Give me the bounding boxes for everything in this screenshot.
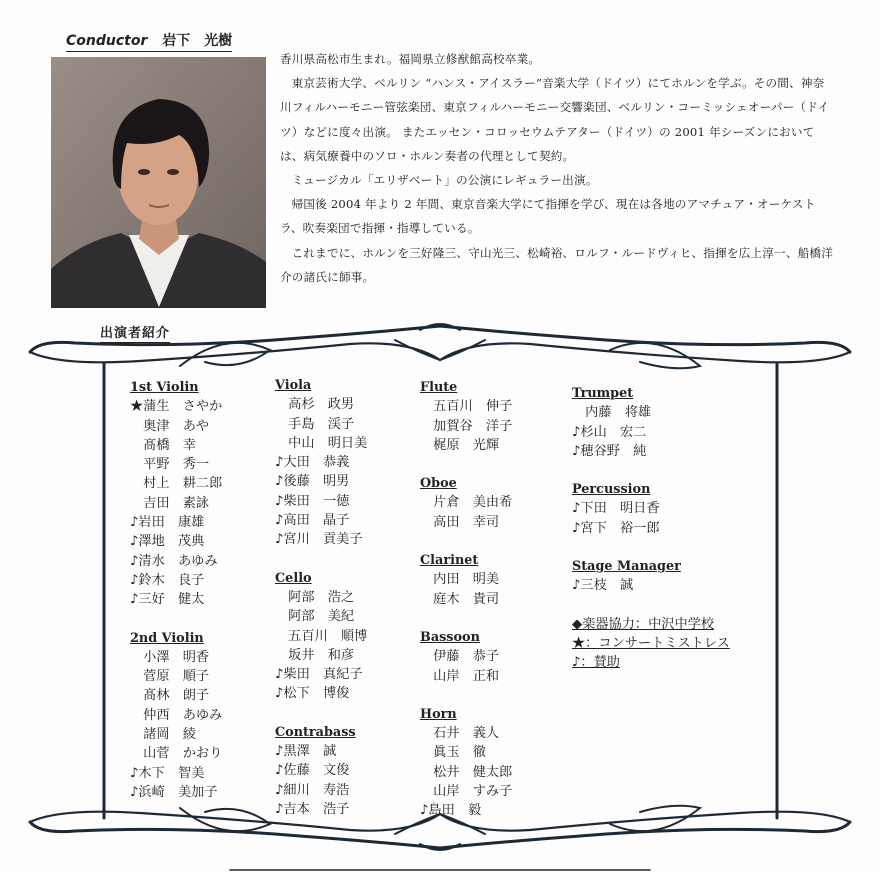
member-name: 諸岡 綾 bbox=[130, 727, 196, 743]
section-title: Cello bbox=[275, 570, 312, 586]
member-name: 五百川 伸子 bbox=[420, 399, 513, 415]
member-name: 内田 明美 bbox=[420, 572, 500, 588]
member-name: 手島 渓子 bbox=[275, 416, 355, 432]
member-name: ♪宮下 裕一郎 bbox=[572, 520, 660, 536]
bio-paragraph: これまでに、ホルンを三好隆三、守山光三、松崎裕、ロルフ・ルードヴィヒ、指揮を広上淳一、船橋洋介の諸氏に師事。 bbox=[280, 245, 834, 284]
bio-paragraph: 東京芸術大学、ベルリン “ハンス・アイスラー”音楽大学（ドイツ）にてホルンを学ぶ。その間、神奈川フィルハーモニー管弦楽団、東京フィルハーモニー交響楽団、ベルリン・コーミッシェオーパー（ドイツ）などに度々出演。 またエッセン・コロッセウムテアター（ドイツ）の 2001 年シーズンにおいては、病気療養中のソロ・ホルン奏者の代理として契約。 bbox=[280, 76, 830, 163]
member-name: 奥津 あや bbox=[130, 418, 210, 434]
section-title: Bassoon bbox=[420, 629, 480, 645]
member-name: ♪宮川 貢美子 bbox=[275, 532, 363, 548]
roster-column-1 bbox=[130, 378, 222, 802]
member-name: 五百川 順博 bbox=[275, 628, 368, 644]
conductor-name: 岩下 光樹 bbox=[162, 33, 233, 49]
section-title: 1st Violin bbox=[130, 380, 199, 395]
member-name: ♪島田 毅 bbox=[420, 803, 482, 819]
member-name: 阿部 浩之 bbox=[275, 589, 355, 605]
member-name: 阿部 美紀 bbox=[275, 609, 355, 625]
member-name: ♪吉本 浩子 bbox=[275, 801, 350, 817]
member-name: ♪岩田 康雄 bbox=[130, 515, 205, 531]
member-name: ♪杉山 宏二 bbox=[572, 424, 647, 440]
member-name: 高田 幸司 bbox=[420, 514, 500, 530]
section-title: 2nd Violin bbox=[130, 630, 204, 646]
section-title: Viola bbox=[275, 378, 312, 393]
member-name: 眞玉 徹 bbox=[420, 745, 486, 761]
section-title: Clarinet bbox=[420, 553, 479, 569]
note-instrument-support: ◆楽器協力：中沢中学校 bbox=[572, 616, 715, 632]
bio-paragraph: ミュージカル「エリザベート」の公演にレギュラー出演。 bbox=[291, 173, 598, 188]
member-name: 菅原 順子 bbox=[130, 669, 210, 685]
member-name: ♪三好 健太 bbox=[130, 592, 205, 608]
legend-notes bbox=[572, 615, 730, 673]
member-name: ♪大田 恭義 bbox=[275, 455, 350, 471]
performer-intro-heading: 出演者紹介 bbox=[100, 322, 170, 343]
conductor-biography bbox=[280, 47, 836, 289]
member-name: 庭木 貴司 bbox=[420, 591, 500, 607]
member-name: ♪高田 晶子 bbox=[275, 513, 350, 529]
member-name: ♪鈴木 良子 bbox=[130, 572, 205, 588]
member-name: 梶原 光輝 bbox=[420, 437, 500, 453]
member-name: 髙橋 幸 bbox=[130, 437, 196, 453]
roster-column-3 bbox=[420, 378, 512, 821]
member-name: 加賀谷 洋子 bbox=[420, 418, 513, 434]
member-name: 片倉 美由希 bbox=[420, 495, 513, 511]
member-name: 髙林 朗子 bbox=[130, 688, 210, 704]
member-name: ♪穂谷野 純 bbox=[572, 443, 647, 459]
section-title: Oboe bbox=[420, 476, 457, 492]
conductor-photo bbox=[51, 57, 266, 308]
bio-paragraph: 帰国後 2004 年より 2 年間、東京音楽大学にて指揮を学び、現在は各地のアマチュア・オーケストラ、吹奏楽団で指揮・指導している。 bbox=[280, 197, 816, 236]
member-name: 吉田 素詠 bbox=[130, 495, 210, 511]
member-name: ♪松下 博俊 bbox=[275, 686, 350, 702]
bio-paragraph: 香川県高松市生まれ。福岡県立修猷館高校卒業。 bbox=[280, 52, 541, 66]
member-name: 松井 健太郎 bbox=[420, 764, 513, 780]
roster-column-4 bbox=[572, 384, 730, 673]
member-name: ♪木下 智美 bbox=[130, 765, 205, 781]
member-name: 中山 明日美 bbox=[275, 435, 368, 451]
member-name: 小澤 明香 bbox=[130, 649, 210, 665]
section-title: Horn bbox=[420, 706, 457, 722]
note-guest-player: ♪：賛助 bbox=[572, 655, 620, 671]
member-name: 山菅 かおり bbox=[130, 746, 223, 762]
member-name: ♪黒澤 誠 bbox=[275, 744, 337, 760]
member-name: ♪清水 あゆみ bbox=[130, 553, 218, 569]
member-name: ♪細川 寿浩 bbox=[275, 782, 350, 798]
section-title: Contrabass bbox=[275, 724, 356, 740]
section-title: Trumpet bbox=[572, 386, 634, 401]
member-name: ♪三枝 誠 bbox=[572, 578, 634, 594]
member-name: ♪浜崎 美加子 bbox=[130, 784, 218, 800]
section-title: Stage Manager bbox=[572, 559, 681, 575]
member-name: 石井 義人 bbox=[420, 726, 500, 742]
note-concertmistress: ★：コンサートミストレス bbox=[572, 635, 730, 651]
conductor-label: Conductor bbox=[66, 33, 148, 49]
member-name: 山岸 正和 bbox=[420, 668, 500, 684]
member-name: ♪佐藤 文俊 bbox=[275, 763, 350, 779]
conductor-heading bbox=[66, 30, 232, 52]
member-name: 内藤 将雄 bbox=[572, 405, 652, 421]
member-name: 高杉 政男 bbox=[275, 397, 355, 413]
member-name: ♪下田 明日香 bbox=[572, 501, 660, 517]
member-name: 平野 秀一 bbox=[130, 457, 210, 473]
member-name: 村上 耕二郎 bbox=[130, 476, 223, 492]
member-name: 山岸 すみ子 bbox=[420, 784, 513, 800]
member-name: ♪澤地 茂典 bbox=[130, 534, 205, 550]
member-name: 坂井 和彦 bbox=[275, 647, 355, 663]
section-title: Percussion bbox=[572, 482, 651, 498]
member-name: 仲西 あゆみ bbox=[130, 707, 223, 723]
member-name: ♪後藤 明男 bbox=[275, 474, 350, 490]
roster-column-2 bbox=[275, 376, 367, 819]
member-name: ♪柴田 真紀子 bbox=[275, 667, 363, 683]
member-name: 伊藤 恭子 bbox=[420, 649, 500, 665]
section-title: Flute bbox=[420, 380, 458, 395]
member-name: ♪柴田 一徳 bbox=[275, 493, 350, 509]
member-name: ★蒲生 さやか bbox=[130, 399, 223, 415]
